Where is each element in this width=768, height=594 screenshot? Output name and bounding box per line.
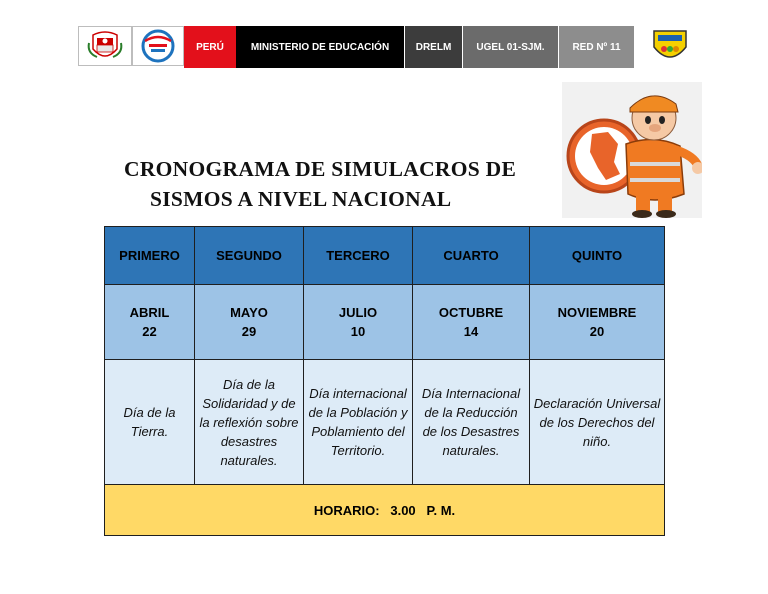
network-badge-logo	[648, 27, 692, 72]
date-day: 10	[350, 324, 366, 339]
schedule-table	[104, 226, 665, 536]
title-line-1: CRONOGRAMA DE SIMULACROS DE	[124, 157, 517, 181]
safety-mascot-illustration	[562, 82, 702, 218]
date-month: NOVIEMBRE	[557, 305, 637, 320]
date-cell	[105, 285, 195, 360]
descriptions-row	[105, 360, 665, 485]
horario-text: HORARIO: 3.00 P. M.	[313, 502, 456, 518]
description-cell: Día internacional de la Población y Poblamiento del Territorio.	[304, 360, 413, 485]
date-cell	[195, 285, 304, 360]
banner-peru: PERÚ	[184, 26, 236, 68]
banner-drelm: DRELM	[404, 26, 462, 68]
column-header: CUARTO	[413, 227, 530, 285]
column-header: PRIMERO	[105, 227, 195, 285]
date-month: ABRIL	[129, 305, 170, 320]
date-month: JULIO	[338, 305, 378, 320]
dates-row	[105, 285, 665, 360]
date-month: OCTUBRE	[438, 305, 504, 320]
description-cell: Día de la Tierra.	[105, 360, 195, 485]
column-header: TERCERO	[304, 227, 413, 285]
column-header: SEGUNDO	[195, 227, 304, 285]
header-banner	[78, 26, 693, 68]
date-day: 22	[142, 324, 157, 339]
horario-cell	[105, 485, 665, 536]
education-campaign-logo	[132, 26, 184, 66]
banner-red: RED Nº 11	[558, 26, 634, 68]
date-day: 14	[463, 324, 479, 339]
table-header-row	[105, 227, 665, 285]
banner-ugel: UGEL 01-SJM.	[462, 26, 558, 68]
date-cell	[530, 285, 665, 360]
banner-ministry: MINISTERIO DE EDUCACIÓN	[236, 26, 404, 68]
date-month: MAYO	[230, 305, 268, 320]
horario-row	[105, 485, 665, 536]
peru-shield-logo	[78, 26, 132, 66]
description-cell: Día Internacional de la Reducción de los Desastres naturales.	[413, 360, 530, 485]
date-day: 29	[241, 324, 257, 339]
column-header: QUINTO	[530, 227, 665, 285]
date-cell	[304, 285, 413, 360]
date-day: 20	[589, 324, 605, 339]
description-cell: Día de la Solidaridad y de la reflexión sobre desastres naturales.	[195, 360, 304, 485]
description-cell: Declaración Universal de los Derechos del niño.	[530, 360, 665, 485]
title-line-2: SISMOS A NIVEL NACIONAL	[150, 187, 452, 211]
date-cell	[413, 285, 530, 360]
